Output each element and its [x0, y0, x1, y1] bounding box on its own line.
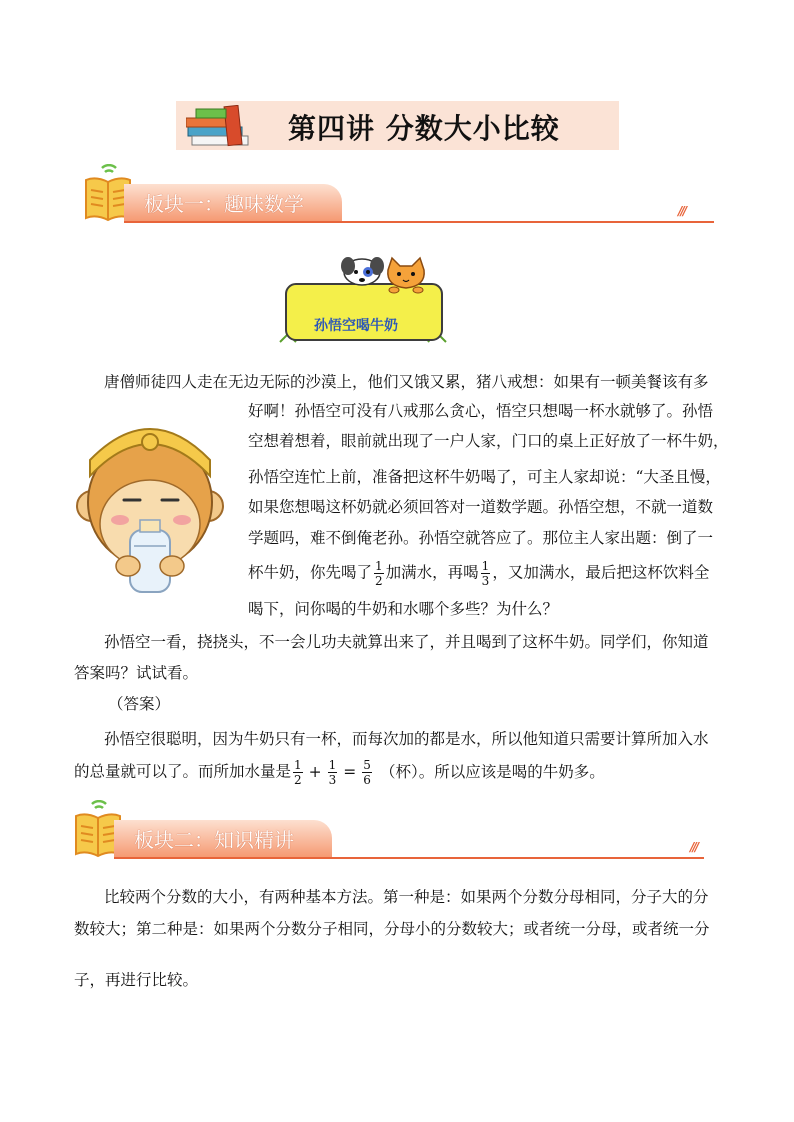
divider: [124, 221, 714, 223]
denominator: 2: [294, 773, 302, 787]
denominator: 3: [328, 773, 337, 787]
fraction-one-third: [481, 559, 491, 588]
section-title: 板块二：知识精讲: [134, 828, 294, 852]
story-line: 好啊！孙悟空可没有八戒那么贪心，悟空只想喝一杯水就够了。孙悟: [248, 402, 714, 420]
section-header-1: [82, 164, 714, 224]
section-tab: [124, 184, 342, 221]
text: （杯）。所以应该是喝的牛奶多。: [379, 762, 605, 781]
slash-mark: ///: [690, 840, 698, 854]
knowledge-line: 子，再进行比较。: [74, 972, 199, 989]
answer-label: （答案）: [108, 695, 171, 713]
text: 的总量就可以了。而所加水量是: [74, 762, 292, 781]
title-banner: [176, 101, 619, 150]
section-tab: [114, 820, 332, 857]
denominator: 6: [363, 773, 371, 787]
answer-line: 孙悟空很聪明，因为牛奶只有一杯，而每次加的都是水，所以他知道只需要计算所加入水: [104, 730, 709, 748]
section-title: 板块一：趣味数学: [144, 192, 304, 216]
answer-line-with-fractions: [74, 758, 605, 787]
story-line: 唐僧师徒四人走在无边无际的沙漠上，他们又饿又累，猪八戒想：如果有一顿美餐该有多: [104, 373, 709, 391]
numerator: 5: [363, 758, 371, 772]
text: 加满水，再喝: [385, 563, 479, 582]
story-line-with-fractions: [248, 559, 709, 588]
story-line: 孙悟空连忙上前，准备把这杯牛奶喝了，可主人家却说：“大圣且慢，: [248, 468, 721, 486]
story-title-sign: [278, 256, 450, 344]
slash-mark: ///: [678, 204, 686, 218]
fraction-one-half: [293, 758, 303, 787]
story-line: 学题吗，难不倒俺老孙。孙悟空就答应了。那位主人家出题：倒了一: [248, 529, 714, 547]
books-icon: [186, 105, 252, 147]
section-header-2: [72, 800, 704, 860]
numerator: 1: [294, 758, 302, 772]
page-title: 第四讲 分数大小比较: [288, 112, 560, 145]
fraction-one-half: [374, 559, 384, 588]
story-line: 答案吗？试试看。: [74, 664, 199, 682]
text: ，又加满水，最后把这杯饮料全: [492, 563, 710, 582]
fraction-one-third: [328, 758, 338, 787]
numerator: 1: [481, 559, 490, 573]
story-line: 孙悟空一看，挠挠头，不一会儿功夫就算出来了，并且喝到了这杯牛奶。同学们，你知道: [104, 633, 709, 651]
monkey-milk-image: [76, 416, 224, 598]
denominator: 3: [481, 574, 490, 588]
story-line: 如果您想喝这杯奶就必须回答对一道数学题。孙悟空想，不就一道数: [248, 498, 714, 516]
story-line: 空想着想着，眼前就出现了一户人家，门口的桌上正好放了一杯牛奶，: [248, 432, 729, 450]
text: 杯牛奶，你先喝了: [248, 563, 373, 582]
story-line: 喝下，问你喝的牛奶和水哪个多些？为什么？: [248, 600, 559, 618]
denominator: 2: [375, 574, 383, 588]
equals-sign: =: [343, 762, 357, 781]
story-title: 孙悟空喝牛奶: [314, 318, 398, 334]
plus-sign: +: [308, 762, 322, 781]
numerator: 1: [375, 559, 383, 573]
numerator: 1: [328, 758, 337, 772]
knowledge-line: 数较大；第二种是：如果两个分数分子相同，分母小的分数较大；或者统一分母，或者统一分: [74, 921, 710, 938]
fraction-five-sixths: [362, 758, 372, 787]
divider: [114, 857, 704, 859]
knowledge-line: 比较两个分数的大小，有两种基本方法。第一种是：如果两个分数分母相同，分子大的分: [104, 889, 709, 906]
